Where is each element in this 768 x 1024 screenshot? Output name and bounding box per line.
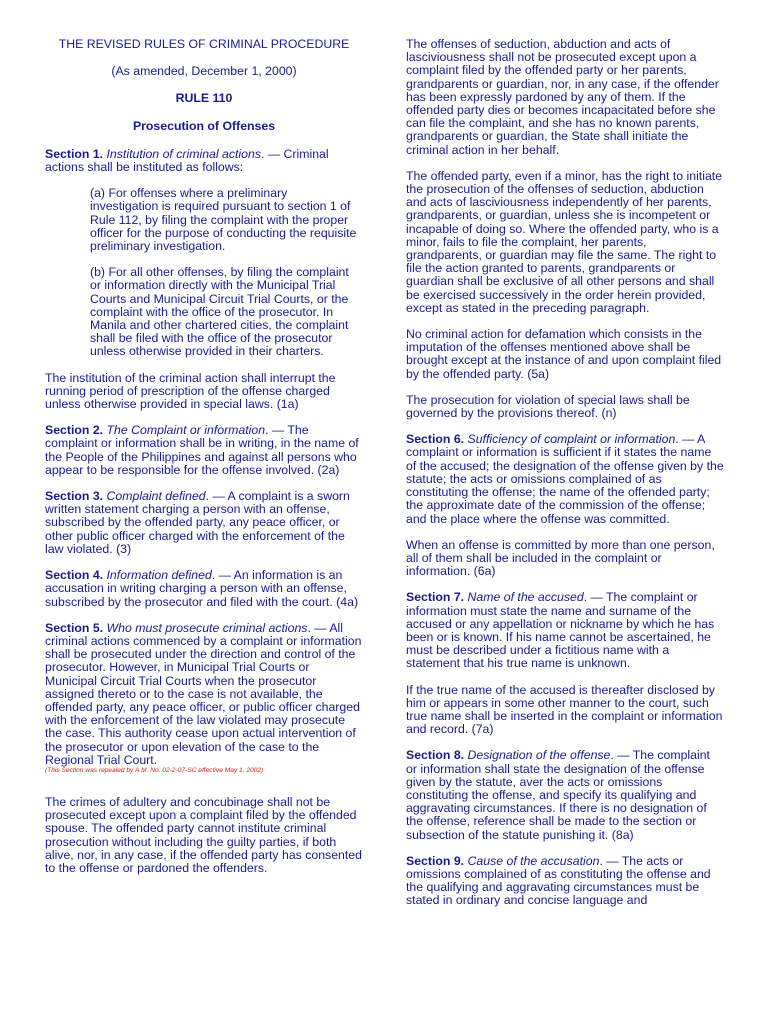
repeal-note: (This Section was repealed by A.M. No. 02-2-07-SC effective May 1, 2002) xyxy=(45,766,264,774)
section-4-body: . — An information is an accusation in writing charging a person with an offense, subscribed by the prosecutor and filed with the court. (4a) xyxy=(45,568,359,609)
left-column xyxy=(45,38,363,888)
section-9-title: Cause of the accusation xyxy=(467,853,600,868)
section-3-paragraph xyxy=(45,490,363,556)
section-5-paragraph-2: The crimes of adultery and concubinage shall not be prosecuted except upon a complaint filed by the offended spouse. The offended party cannot institute criminal prosecution without including the guilty parties, if both alive, nor, in any case, if the offended party has consented to the offense or pardoned the offenders. xyxy=(45,794,362,875)
section-2-body: . — The complaint or information shall be in writing, in the name of the People of the Philippines and against all persons who appear to be responsible for the offense involved. (2a) xyxy=(45,423,359,477)
section-7-paragraph-2: If the true name of the accused is thereafter disclosed by him or appears in some other manner to the court, such true name shall be inserted in the complaint or information and record. (7a) xyxy=(406,682,723,737)
section-8-paragraph xyxy=(406,749,724,841)
section-5-title: Who must prosecute criminal actions xyxy=(106,620,308,635)
section-6-paragraph xyxy=(406,433,724,525)
rule-subtitle: Prosecution of Offenses xyxy=(132,118,276,133)
section-8-label: Section 8. xyxy=(406,748,465,763)
section-5-paragraph-4: The offended party, even if a minor, has the right to initiate the prosecution of the offenses of seduction, abduction and acts of lasciviousness independently of her parents, grandparents, or guardian, unless she is incompetent or incapable of doing so. Where the offended party, who is a minor, fails to file the complaint, her parents, grandparents, or guardian may file the same. The right to file the action granted to parents, grandparents or guardian shall be exclusive of all other persons and shall be exercised successively in the order herein provided, except as stated in the preceding paragraph. xyxy=(406,168,723,315)
section-5-paragraph-5: No criminal action for defamation which consists in the imputation of the offenses mentioned above shall be brought except at the instance of and upon complaint filed by the offended party. (5a) xyxy=(406,327,722,381)
amendment-date: (As amended, December 1, 2000) xyxy=(111,64,297,79)
section-7-title: Name of the accused xyxy=(467,590,584,605)
section-4-title: Information defined xyxy=(106,568,212,583)
section-5-paragraph-3: The offenses of seduction, abduction and acts of lasciviousness shall not be prosecuted except upon a complaint filed by the offended party or her parents, grandparents or guardian, nor, in any case, if the offender has been expressly pardoned by any of them. If the offended party dies or becomes incapacitated before she can file the complaint, and she has no known parents, grandparents or guardian, the State shall initiate the criminal action in her behalf. xyxy=(406,37,719,157)
section-2-title: The Complaint or information xyxy=(106,423,266,438)
section-7-label: Section 7. xyxy=(406,590,465,605)
section-3-body: . — A complaint is a sworn written statement charging a person with an offense, subscribed by the offended party, any peace officer, or other public officer charged with the enforcement of the law violated. (3) xyxy=(45,489,350,556)
document-title: THE REVISED RULES OF CRIMINAL PROCEDURE xyxy=(58,37,350,51)
section-1-label: Section 1. xyxy=(45,146,104,161)
section-1-paragraph xyxy=(45,148,363,174)
section-1-item-a: (a) For offenses where a preliminary investigation is required pursuant to section 1 of Rule 112, by filing the complaint with the proper officer for the purpose of conducting the requisite preliminary investigation. xyxy=(90,186,357,254)
section-5-paragraph xyxy=(45,622,363,767)
section-6-label: Section 6. xyxy=(406,432,465,447)
section-7-paragraph xyxy=(406,591,724,670)
section-5-label: Section 5. xyxy=(45,620,104,635)
section-4-paragraph xyxy=(45,569,363,609)
section-5-paragraph-6: The prosecution for violation of special laws shall be governed by the provisions thereof. (n) xyxy=(406,392,690,421)
section-2-paragraph xyxy=(45,424,363,477)
section-6-paragraph-2: When an offense is committed by more than one person, all of them shall be included in the complaint or information. (6a) xyxy=(406,537,715,579)
section-3-title: Complaint defined xyxy=(106,489,206,504)
section-1-title: Institution of criminal actions xyxy=(106,146,261,161)
section-7-body: . — The complaint or information must state the name and surname of the accused or any appellation or nickname by which he has been or is known. If his name cannot be ascertained, he must be described under a fictitious name with a statement that his true name is unknown. xyxy=(406,590,715,671)
section-8-title: Designation of the offense xyxy=(467,748,611,763)
section-5-body: . — All criminal actions commenced by a complaint or information shall be prosecuted under the direction and control of the prosecutor. However, in Municipal Trial Courts or Municipal Circuit Trial Courts when the prosecutor assigned thereto or to the case is not available, the offended party, any peace officer, or public officer charged with the enforcement of the law violated may prosecute the case. This authority cease upon actual intervention of the prosecutor or upon elevation of the case to the Regional Trial Court. xyxy=(45,620,362,767)
section-9-paragraph xyxy=(406,855,724,908)
rule-number: RULE 110 xyxy=(175,91,233,106)
section-1-item-b: (b) For all other offenses, by filing the complaint or information directly with the Municipal Trial Courts and Municipal Circuit Trial Courts, or the complaint with the office of the prosecutor. In Manila and other chartered cities, the complaint shall be filed with the office of the prosecutor unless otherwise provided in their charters. xyxy=(90,265,349,359)
section-9-body: . — The acts or omissions complained of as constituting the offense and the qualifying and aggravating circumstances must be stated in ordinary and concise language and xyxy=(406,853,711,908)
section-6-title: Sufficiency of complaint or information xyxy=(467,432,676,447)
section-8-body: . — The complaint or information shall state the designation of the offense given by the statute, aver the acts or omissions constituting the offense, and specify its qualifying and aggravating circumstances. If there is no designation of the offense, reference shall be made to the section or subsection of the statute punishing it. (8a) xyxy=(406,748,710,842)
section-1-intro: . — Criminal actions shall be instituted as follows: xyxy=(45,146,329,175)
section-1-paragraph-2: The institution of the criminal action shall interrupt the running period of prescription of the offense charged unless otherwise provided in special laws. (1a) xyxy=(45,370,336,412)
section-2-label: Section 2. xyxy=(45,423,104,438)
right-column xyxy=(406,38,724,921)
section-3-label: Section 3. xyxy=(45,489,104,504)
section-9-label: Section 9. xyxy=(406,853,465,868)
section-4-label: Section 4. xyxy=(45,568,104,583)
section-6-body: . — A complaint or information is sufficient if it states the name of the accused; the designation of the offense given by the statute; the acts or omissions complained of as constituting the offense; the name of the offended party; the approximate date of the commission of the offense; and the place where the offense was committed. xyxy=(406,432,724,526)
